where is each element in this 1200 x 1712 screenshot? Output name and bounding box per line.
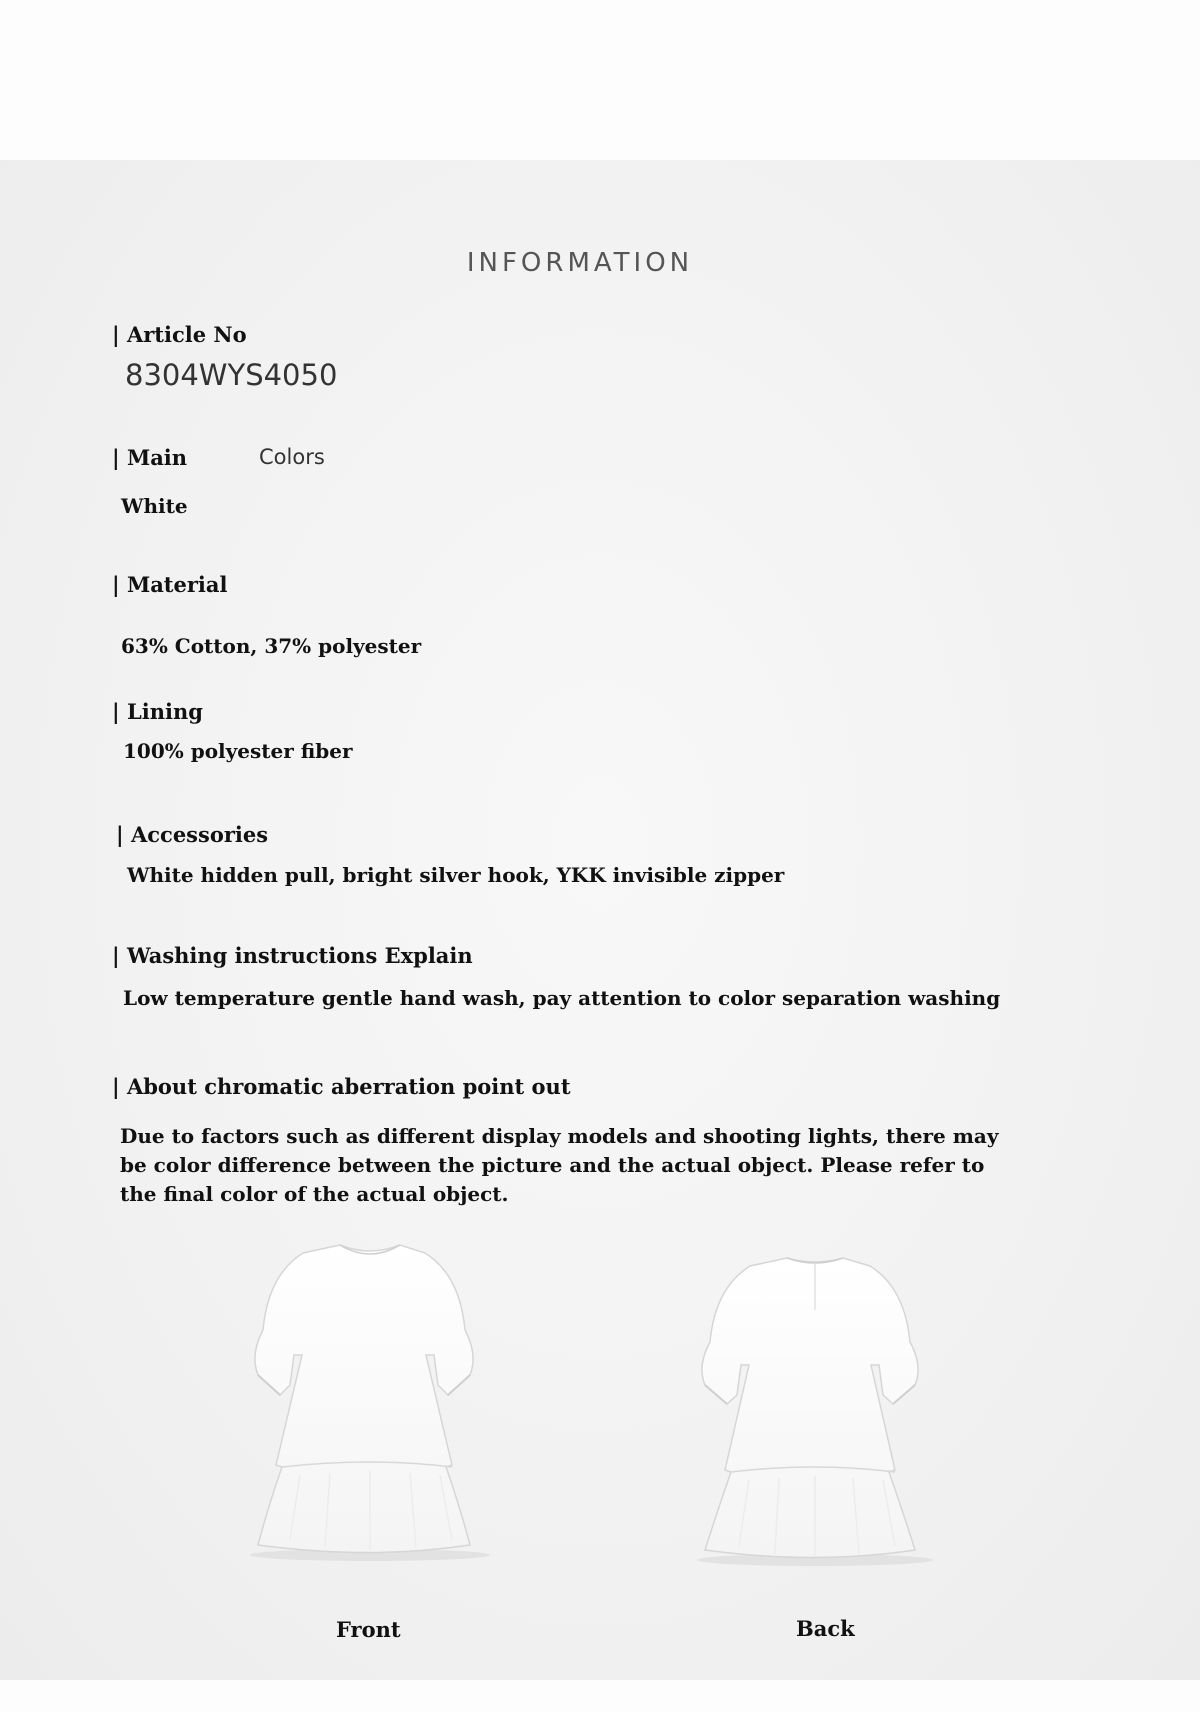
aberration-text: Due to factors such as different display models and shooting lights, there may be color difference between the picture and the actual object. Please refer to the final color of the actual object.: [120, 1124, 999, 1206]
main-colors-value: White: [121, 494, 188, 518]
page-title: INFORMATION: [466, 248, 694, 278]
back-dress-image: [665, 1250, 965, 1570]
washing-value: Low temperature gentle hand wash, pay attention to color separation washing: [123, 986, 1001, 1010]
front-dress-image: [220, 1235, 520, 1565]
article-no-heading: | Article No: [112, 322, 247, 347]
back-caption: Back: [796, 1616, 855, 1641]
washing-heading: | Washing instructions Explain: [112, 943, 473, 968]
lining-value: 100% polyester fiber: [123, 739, 353, 763]
material-value: 63% Cotton, 37% polyester: [121, 634, 422, 658]
accessories-heading: | Accessories: [116, 822, 269, 847]
article-no-value: 8304WYS4050: [125, 358, 338, 392]
material-heading: | Material: [112, 572, 228, 597]
main-colors-heading-suffix: Colors: [259, 445, 325, 469]
front-caption: Front: [336, 1617, 401, 1642]
accessories-value: White hidden pull, bright silver hook, YKK invisible zipper: [127, 863, 785, 887]
aberration-heading: | About chromatic aberration point out: [112, 1074, 571, 1099]
lining-heading: | Lining: [112, 699, 203, 724]
main-colors-heading: | Main: [112, 445, 188, 470]
